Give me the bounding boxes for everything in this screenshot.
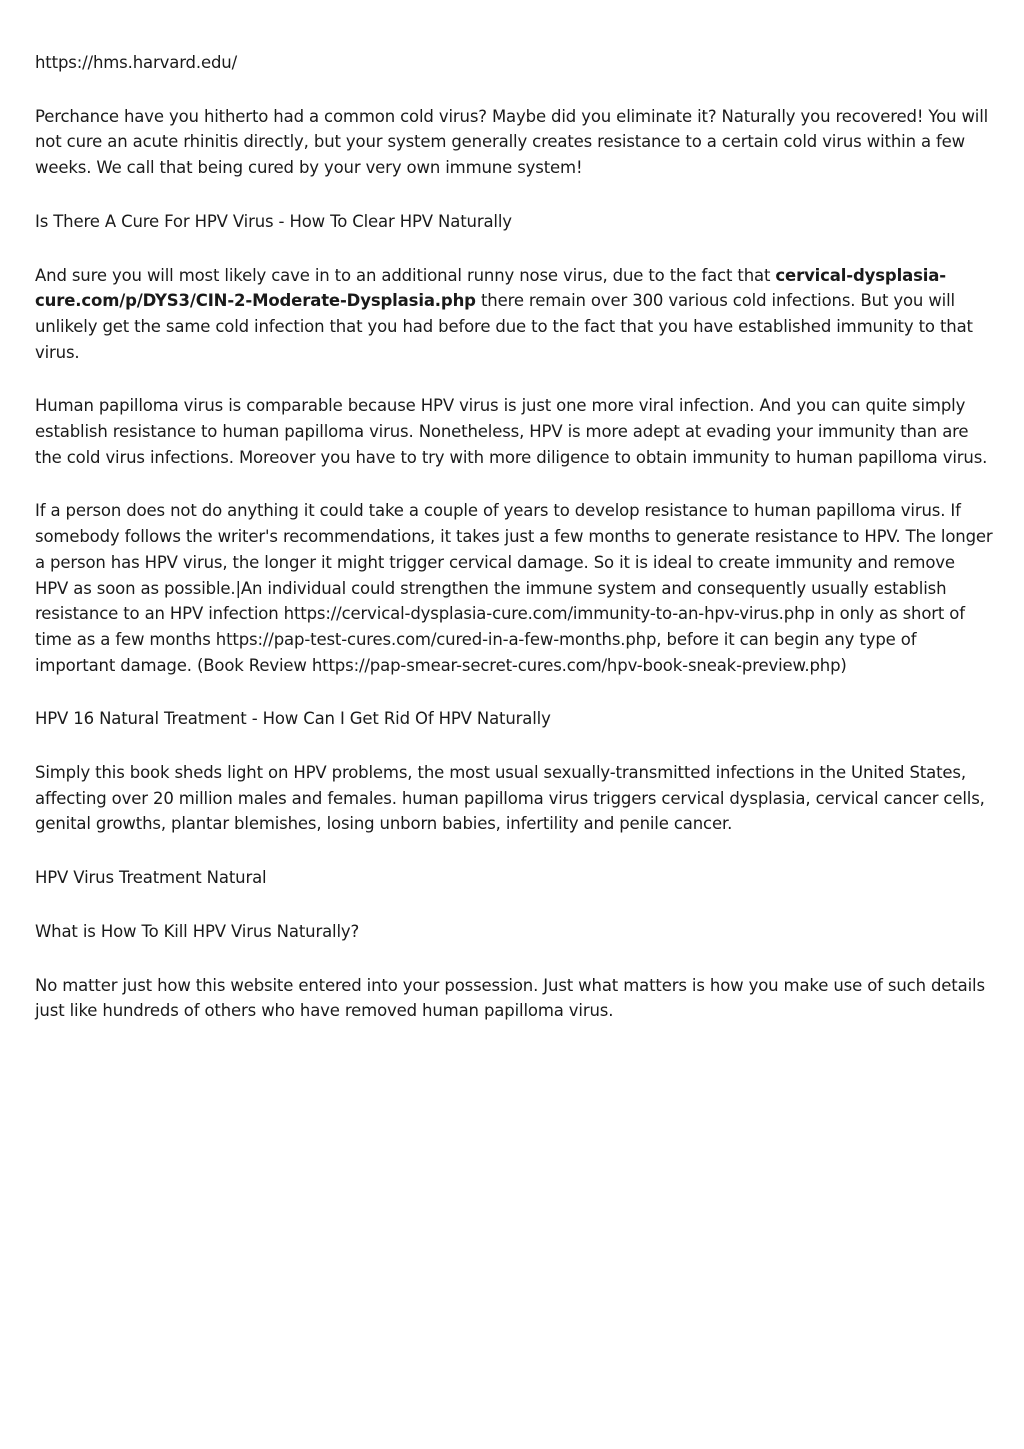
source-url: https://hms.harvard.edu/	[35, 53, 237, 72]
paragraph-cold-virus: Perchance have you hitherto had a common cold virus? Maybe did you eliminate it? Naturally you recovered! You will not cure an acute rhinitis directly, but your system generally creates resistance to a certain cold virus within a few weeks. We call that being cured by your very own immune system!	[35, 106, 989, 178]
paragraph-runny-nose-end: there remain over 300 various cold infections. But you will unlikely get the same cold infection that you had before due to the fact that you have established immunity to that virus.	[35, 291, 973, 362]
paragraph-runny-nose	[35, 263, 993, 366]
source-url-line	[35, 50, 993, 76]
heading-cure-hpv: Is There A Cure For HPV Virus - How To Clear HPV Naturally	[35, 211, 512, 231]
heading-hpv16-treatment: HPV 16 Natural Treatment - How Can I Get Rid Of HPV Naturally	[35, 709, 551, 729]
paragraph-book: Simply this book sheds light on HPV problems, the most usual sexually-transmitted infections in the United States, affecting over 20 million males and females. human papilloma virus triggers cervical dysplasia, cervical cancer cells, genital growths, plantar blemishes, losing unborn babies, infertility and penile cancer.	[35, 763, 985, 834]
paragraph-resistance: If a person does not do anything it could take a couple of years to develop resistance to human papilloma virus. If somebody follows the writer's recommendations, it takes just a few months to generate resistance to HPV. The longer a person has HPV virus, the longer it might trigger cervical damage. So it is ideal to create immunity and remove HPV as soon as possible.|An individual could strengthen the immune system and consequently usually establish resistance to an HPV infection https://cervical-dysplasia-cure.com/immunity-to-an-hpv-virus.php in only as short of time as a few months https://pap-test-cures.com/cured-in-a-few-months.php, before it can begin any type of important damage. (Book Review https://pap-smear-secret-cures.com/hpv-book-sneak-preview.php)	[35, 501, 993, 675]
heading-hpv-treatment-natural: HPV Virus Treatment Natural	[35, 868, 267, 888]
paragraph-hpv-comparable: Human papilloma virus is comparable because HPV virus is just one more viral infection. And you can quite simply establish resistance to human papilloma virus. Nonetheless, HPV is more adept at evading your immunity than are the cold virus infections. Moreover you have to try with more diligence to obtain immunity to human papilloma virus.	[35, 396, 988, 467]
document-body	[35, 50, 993, 1052]
paragraph-website: No matter just how this website entered into your possession. Just what matters is how you make use of such details just like hundreds of others who have removed human papilloma virus.	[35, 975, 985, 1021]
dysplasia-link: cervical-dysplasia-cure.com/p/DYS3/CIN-2-Moderate-Dysplasia.php	[35, 265, 946, 311]
heading-kill-hpv: What is How To Kill HPV Virus Naturally?	[35, 921, 360, 941]
paragraph-runny-nose-start: And sure you will most likely cave in to an additional runny nose virus, due to the fact that	[35, 265, 776, 285]
